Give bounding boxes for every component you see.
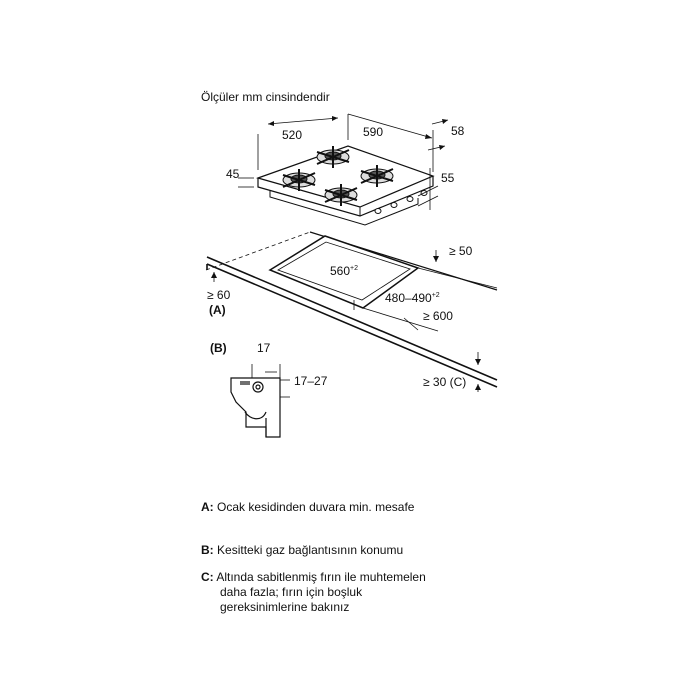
dim-b-range: 17–27: [294, 374, 328, 388]
dim-left-min: ≥ 60: [207, 288, 231, 302]
dim-depth: 520: [282, 128, 303, 142]
legend-b-text: Kesitteki gaz bağlantısının konumu: [217, 543, 404, 557]
dim-width: 590: [363, 125, 384, 139]
dim-cutout-depth-sup: +2: [431, 292, 440, 299]
dim-below-min: ≥ 30 (C): [423, 375, 467, 389]
dim-front-min: ≥ 600: [423, 309, 453, 323]
label-a: (A): [209, 303, 226, 317]
dim-control-depth: 55: [441, 171, 455, 185]
dim-rear-min: ≥ 50: [449, 244, 473, 258]
dim-control-height: 58: [451, 124, 465, 138]
dim-cutout-depth-value: 480–490: [385, 291, 432, 305]
legend-c-line-1: Altında sabitlenmiş fırın ile muhtemelen: [216, 570, 426, 584]
legend-a-text: Ocak kesidinden duvara min. mesafe: [217, 500, 415, 514]
legend-c-key: C:: [201, 570, 214, 584]
legend-b: [201, 543, 403, 558]
legend-b-key: B:: [201, 543, 214, 557]
legend-c: [201, 570, 426, 615]
legend-c-line-2: daha fazla; fırın için boşluk: [220, 585, 363, 599]
detail-b-section: [231, 364, 290, 437]
label-b: (B): [210, 341, 227, 355]
legend-c-line-3: gereksinimlerine bakınız: [220, 600, 350, 614]
units-caption: Ölçüler mm cinsindendir: [201, 90, 330, 104]
legend-a: [201, 500, 414, 515]
dim-cutout-depth: [385, 291, 440, 305]
legend-a-key: A:: [201, 500, 214, 514]
dim-b-offset: 17: [257, 341, 271, 355]
dim-cutout-width-sup: +2: [350, 265, 359, 272]
dim-cutout-width-value: 560: [330, 264, 351, 278]
hob-illustration: [258, 146, 433, 225]
dim-height-left: 45: [226, 167, 240, 181]
